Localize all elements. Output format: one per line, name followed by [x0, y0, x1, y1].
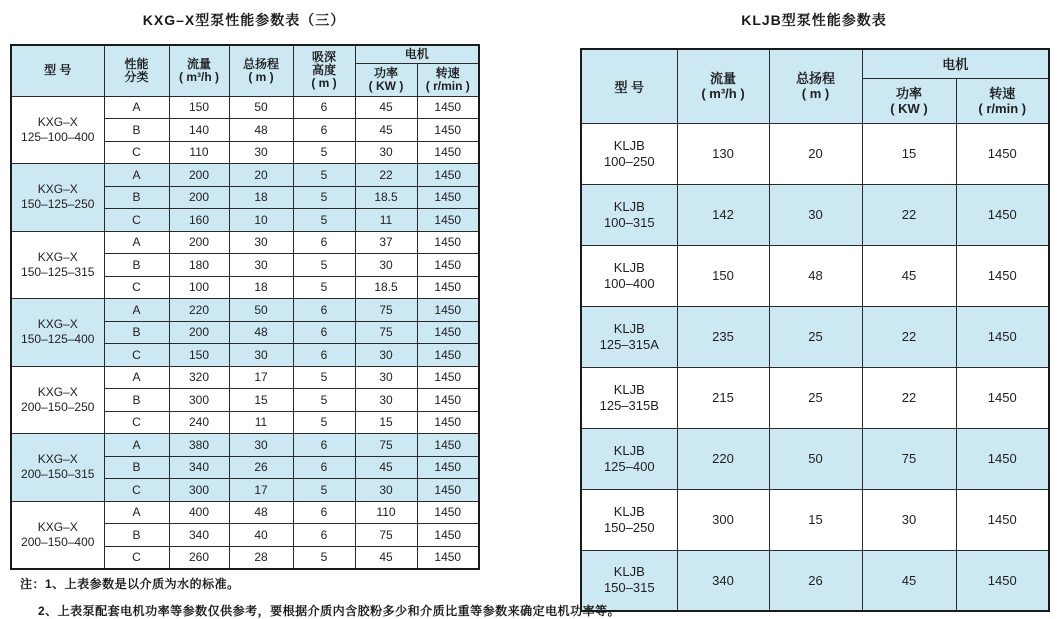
suction-cell: 6: [293, 456, 355, 479]
suction-cell: 6: [293, 344, 355, 367]
head-header-line1: 总扬程: [795, 71, 835, 87]
col-header-head: [769, 49, 862, 123]
speed-cell: 1450: [417, 546, 479, 569]
speed-cell: 1450: [417, 141, 479, 164]
model-line: 125–315B: [599, 397, 659, 413]
kljb-performance-table: [580, 48, 1050, 612]
speed-cell: 1450: [956, 184, 1049, 245]
model-cell: [11, 164, 104, 232]
suction-cell: 5: [293, 164, 355, 187]
flow-cell: 200: [169, 231, 229, 254]
speed-cell: 1450: [417, 254, 479, 277]
flow-cell: 340: [169, 456, 229, 479]
speed-cell: 1450: [956, 489, 1049, 550]
speed-cell: 1450: [417, 456, 479, 479]
class-cell: C: [104, 546, 169, 569]
class-header-line2: 分类: [124, 69, 149, 84]
suction-cell: 5: [293, 546, 355, 569]
model-line: 200–150–250: [21, 399, 95, 414]
table-row: [581, 367, 1049, 428]
flow-cell: 200: [169, 186, 229, 209]
flow-cell: 220: [677, 428, 769, 489]
suction-cell: 6: [293, 501, 355, 524]
speed-header-line1: 转速: [435, 65, 460, 80]
power-cell: 30: [355, 479, 417, 502]
flow-cell: 150: [169, 344, 229, 367]
model-line: KXG–X: [37, 317, 78, 332]
power-cell: 30: [355, 366, 417, 389]
speed-cell: 1450: [956, 123, 1049, 184]
model-line: 125–400: [603, 458, 655, 474]
suction-cell: 5: [293, 276, 355, 299]
power-cell: 45: [355, 546, 417, 569]
speed-cell: 1450: [417, 119, 479, 142]
power-cell: 30: [355, 344, 417, 367]
class-cell: A: [104, 231, 169, 254]
table-row: [581, 184, 1049, 245]
class-cell: C: [104, 479, 169, 502]
speed-cell: 1450: [417, 231, 479, 254]
head-header-line1: 总扬程: [242, 56, 279, 71]
flow-cell: 320: [169, 366, 229, 389]
flow-cell: 200: [169, 164, 229, 187]
speed-header-line1: 转速: [989, 85, 1016, 101]
head-header-line2: ( m ): [248, 69, 274, 84]
power-cell: 18.5: [355, 186, 417, 209]
table-row: [581, 245, 1049, 306]
flow-cell: 110: [169, 141, 229, 164]
head-cell: 50: [229, 299, 293, 322]
class-cell: C: [104, 276, 169, 299]
head-cell: 50: [229, 96, 293, 119]
col-header-head: [229, 45, 293, 96]
model-cell: [581, 306, 677, 367]
flow-cell: 160: [169, 209, 229, 232]
power-cell: 75: [355, 524, 417, 547]
power-cell: 45: [355, 119, 417, 142]
head-cell: 15: [229, 389, 293, 412]
table-row: [11, 366, 479, 389]
class-cell: B: [104, 456, 169, 479]
flow-cell: 300: [677, 489, 769, 550]
header-row: [581, 49, 1049, 78]
suction-cell: 6: [293, 434, 355, 457]
head-cell: 10: [229, 209, 293, 232]
col-header-power: [862, 78, 956, 123]
col-header-motor: 电机: [862, 49, 1049, 78]
col-header-flow: [169, 45, 229, 96]
power-cell: 22: [862, 367, 956, 428]
model-line: 200–150–315: [21, 467, 95, 482]
class-cell: A: [104, 96, 169, 119]
flow-cell: 150: [677, 245, 769, 306]
col-header-motor: 电机: [355, 45, 479, 63]
suction-cell: 6: [293, 299, 355, 322]
speed-cell: 1450: [417, 366, 479, 389]
power-cell: 45: [355, 96, 417, 119]
model-cell: [581, 123, 677, 184]
model-line: KXG–X: [37, 452, 78, 467]
table-row: [581, 123, 1049, 184]
flow-cell: 150: [169, 96, 229, 119]
suction-cell: 5: [293, 411, 355, 434]
model-line: KXG–X: [37, 249, 78, 264]
head-cell: 26: [769, 550, 862, 611]
suction-cell: 6: [293, 119, 355, 142]
class-cell: C: [104, 344, 169, 367]
speed-cell: 1450: [417, 501, 479, 524]
suction-header-line3: ( m ): [311, 76, 337, 91]
class-cell: C: [104, 209, 169, 232]
suction-header-line1: 吸深: [311, 50, 336, 65]
power-cell: 45: [862, 245, 956, 306]
head-cell: 48: [769, 245, 862, 306]
model-line: KLJB: [613, 320, 645, 336]
model-cell: [581, 489, 677, 550]
power-cell: 30: [862, 489, 956, 550]
col-header-speed: [417, 63, 479, 96]
col-header-flow: [677, 49, 769, 123]
suction-cell: 6: [293, 524, 355, 547]
model-line: KXG–X: [37, 519, 78, 534]
head-cell: 11: [229, 411, 293, 434]
suction-cell: 5: [293, 366, 355, 389]
model-line: KLJB: [613, 442, 645, 458]
power-cell: 18.5: [355, 276, 417, 299]
class-cell: B: [104, 186, 169, 209]
class-cell: B: [104, 321, 169, 344]
flow-cell: 142: [677, 184, 769, 245]
flow-cell: 400: [169, 501, 229, 524]
suction-cell: 5: [293, 141, 355, 164]
power-cell: 75: [355, 434, 417, 457]
power-cell: 22: [355, 164, 417, 187]
flow-cell: 140: [169, 119, 229, 142]
speed-cell: 1450: [417, 96, 479, 119]
speed-cell: 1450: [956, 245, 1049, 306]
model-line: 200–150–400: [21, 534, 95, 549]
flow-cell: 100: [169, 276, 229, 299]
head-cell: 40: [229, 524, 293, 547]
footnotes: [20, 575, 620, 619]
model-line: 100–250: [603, 153, 655, 169]
flow-header-line2: ( m³/h ): [701, 86, 745, 102]
flow-cell: 215: [677, 367, 769, 428]
model-cell: [11, 434, 104, 502]
head-cell: 30: [229, 141, 293, 164]
model-cell: [11, 96, 104, 164]
speed-cell: 1450: [956, 367, 1049, 428]
model-line: KLJB: [613, 137, 645, 153]
kxg-table-title: KXG–X型泵性能参数表（三）: [142, 12, 346, 28]
speed-header-line2: ( r/min ): [425, 78, 470, 93]
speed-header-line2: ( r/min ): [978, 100, 1027, 116]
model-line: KLJB: [613, 198, 645, 214]
kljb-table-title: KLJB型泵性能参数表: [741, 12, 887, 28]
model-cell: [11, 501, 104, 569]
flow-cell: 220: [169, 299, 229, 322]
power-header-line2: ( KW ): [890, 100, 928, 116]
table-row: [11, 434, 479, 457]
head-cell: 20: [229, 164, 293, 187]
class-cell: A: [104, 299, 169, 322]
speed-cell: 1450: [417, 524, 479, 547]
power-cell: 22: [862, 306, 956, 367]
model-line: KXG–X: [37, 182, 78, 197]
flow-cell: 340: [169, 524, 229, 547]
class-header-line1: 性能: [124, 56, 149, 71]
suction-cell: 5: [293, 209, 355, 232]
speed-cell: 1450: [417, 434, 479, 457]
flow-cell: 260: [169, 546, 229, 569]
kxg-performance-table: [10, 44, 480, 570]
flow-cell: 300: [169, 389, 229, 412]
table-row: [581, 489, 1049, 550]
flow-header-line1: 流量: [709, 71, 736, 87]
model-cell: [581, 245, 677, 306]
flow-cell: 340: [677, 550, 769, 611]
power-cell: 75: [355, 321, 417, 344]
col-header-speed: [956, 78, 1049, 123]
model-line: KLJB: [613, 259, 645, 275]
head-cell: 18: [229, 276, 293, 299]
model-cell: [581, 184, 677, 245]
flow-cell: 380: [169, 434, 229, 457]
head-cell: 25: [769, 367, 862, 428]
head-cell: 28: [229, 546, 293, 569]
power-cell: 11: [355, 209, 417, 232]
power-cell: 75: [355, 299, 417, 322]
flow-cell: 130: [677, 123, 769, 184]
head-cell: 48: [229, 321, 293, 344]
speed-cell: 1450: [417, 344, 479, 367]
model-cell: [11, 299, 104, 367]
head-cell: 30: [229, 254, 293, 277]
table-row: [581, 306, 1049, 367]
model-line: 125–315A: [599, 336, 659, 352]
speed-cell: 1450: [417, 321, 479, 344]
col-header-suction: [293, 45, 355, 96]
col-header-model: 型 号: [581, 49, 677, 123]
model-line: KLJB: [613, 564, 645, 580]
class-cell: A: [104, 501, 169, 524]
model-line: KXG–X: [37, 384, 78, 399]
head-cell: 18: [229, 186, 293, 209]
power-header-line2: ( KW ): [368, 78, 404, 93]
speed-cell: 1450: [417, 299, 479, 322]
speed-cell: 1450: [417, 164, 479, 187]
suction-header-line2: 高度: [311, 63, 336, 78]
suction-cell: 6: [293, 321, 355, 344]
class-cell: A: [104, 366, 169, 389]
head-cell: 26: [229, 456, 293, 479]
head-cell: 17: [229, 366, 293, 389]
header-row: [11, 45, 479, 63]
col-header-class: [104, 45, 169, 96]
speed-cell: 1450: [956, 306, 1049, 367]
class-cell: B: [104, 254, 169, 277]
speed-cell: 1450: [417, 209, 479, 232]
power-cell: 30: [355, 141, 417, 164]
flow-cell: 300: [169, 479, 229, 502]
model-cell: [581, 367, 677, 428]
speed-cell: 1450: [956, 550, 1049, 611]
power-header-line1: 功率: [373, 65, 398, 80]
power-cell: 22: [862, 184, 956, 245]
model-cell: [11, 231, 104, 299]
model-line: 100–400: [603, 275, 655, 291]
flow-cell: 235: [677, 306, 769, 367]
power-cell: 15: [862, 123, 956, 184]
head-cell: 25: [769, 306, 862, 367]
power-cell: 30: [355, 389, 417, 412]
head-cell: 48: [229, 501, 293, 524]
power-header-line1: 功率: [895, 85, 922, 101]
table-row: [11, 299, 479, 322]
head-cell: 17: [229, 479, 293, 502]
col-header-model: 型 号: [11, 45, 104, 96]
suction-cell: 5: [293, 479, 355, 502]
col-header-power: [355, 63, 417, 96]
table-row: [11, 164, 479, 187]
speed-cell: 1450: [956, 428, 1049, 489]
model-cell: [11, 366, 104, 434]
class-cell: A: [104, 164, 169, 187]
head-cell: 15: [769, 489, 862, 550]
model-line: KXG–X: [37, 114, 78, 129]
flow-header-line1: 流量: [186, 56, 211, 71]
head-cell: 30: [769, 184, 862, 245]
table-row: [11, 96, 479, 119]
model-line: 150–315: [603, 580, 655, 596]
model-line: 150–125–400: [21, 332, 95, 347]
speed-cell: 1450: [417, 479, 479, 502]
model-line: KLJB: [613, 381, 645, 397]
table-row: [581, 550, 1049, 611]
class-cell: B: [104, 389, 169, 412]
class-cell: C: [104, 411, 169, 434]
footnote-2: 2、上表泵配套电机功率等参数仅供参考，要根据介质内含胶粉多少和介质比重等参数来确定电机功率等。: [38, 604, 621, 618]
head-cell: 30: [229, 344, 293, 367]
flow-header-line2: ( m³/h ): [179, 69, 219, 84]
footnote-1: 注：1、上表参数是以介质为水的标准。: [20, 577, 240, 591]
flow-cell: 240: [169, 411, 229, 434]
model-line: 125–100–400: [21, 129, 95, 144]
model-line: 150–125–250: [21, 197, 95, 212]
class-cell: A: [104, 434, 169, 457]
flow-cell: 180: [169, 254, 229, 277]
model-line: 150–250: [603, 519, 655, 535]
power-cell: 45: [355, 456, 417, 479]
class-cell: C: [104, 141, 169, 164]
class-cell: B: [104, 524, 169, 547]
model-cell: [581, 428, 677, 489]
power-cell: 30: [355, 254, 417, 277]
power-cell: 110: [355, 501, 417, 524]
table-row: [581, 428, 1049, 489]
suction-cell: 5: [293, 254, 355, 277]
suction-cell: 6: [293, 231, 355, 254]
speed-cell: 1450: [417, 186, 479, 209]
power-cell: 37: [355, 231, 417, 254]
speed-cell: 1450: [417, 411, 479, 434]
model-line: KLJB: [613, 503, 645, 519]
power-cell: 15: [355, 411, 417, 434]
head-cell: 48: [229, 119, 293, 142]
speed-cell: 1450: [417, 389, 479, 412]
class-cell: B: [104, 119, 169, 142]
head-cell: 30: [229, 231, 293, 254]
head-cell: 50: [769, 428, 862, 489]
model-line: 100–315: [603, 214, 655, 230]
power-cell: 75: [862, 428, 956, 489]
flow-cell: 200: [169, 321, 229, 344]
head-cell: 30: [229, 434, 293, 457]
model-line: 150–125–315: [21, 264, 95, 279]
speed-cell: 1450: [417, 276, 479, 299]
table-row: [11, 231, 479, 254]
suction-cell: 5: [293, 186, 355, 209]
suction-cell: 5: [293, 389, 355, 412]
suction-cell: 6: [293, 96, 355, 119]
head-cell: 20: [769, 123, 862, 184]
table-row: [11, 501, 479, 524]
power-cell: 45: [862, 550, 956, 611]
head-header-line2: ( m ): [801, 86, 830, 102]
